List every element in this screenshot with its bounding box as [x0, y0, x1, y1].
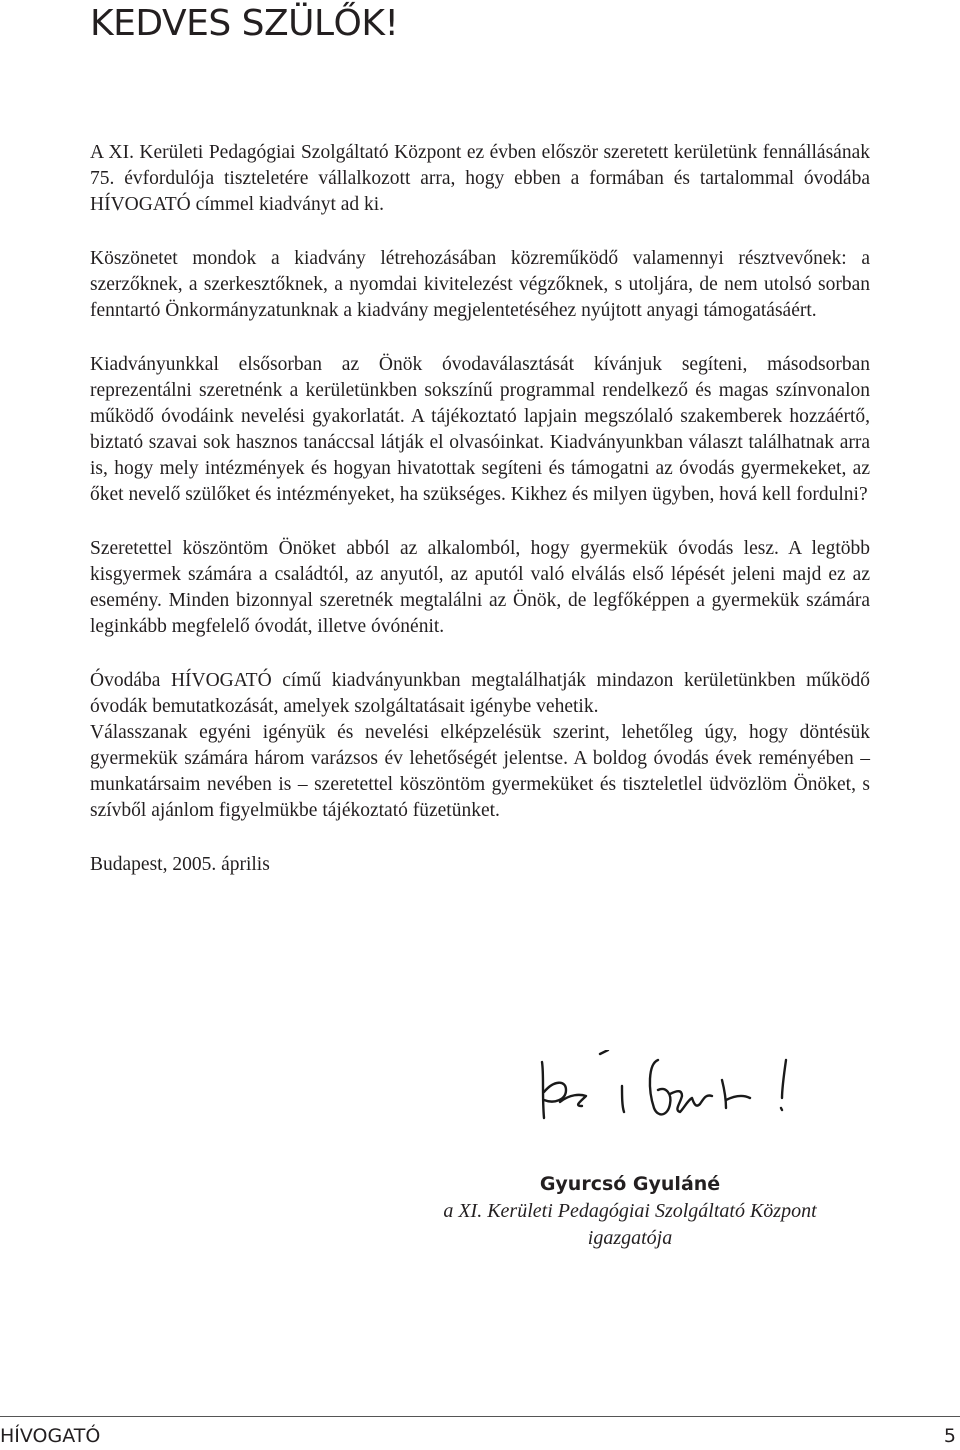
signer-block — [430, 1170, 830, 1252]
paragraph-purpose: Kiadványunkkal elsősorban az Önök óvodaválasztását kívánjuk segíteni, másodsorban reprezentálni szeretnénk a kerületünkben sokszínű programmal rendelkező és magas színvonalon működő óvodáink nevelési gyakorlatát. A tájékoztató lapjain megszólaló szakemberek hozzáértő, biztató szavai sok hasznos tanáccsal látják el olvasóinkat. Kiadványunkban választ találhatnak arra is, hogy mely intézmények és hogyan hivatottak segíteni és támogatni az óvodás gyermekeket, az őket nevelő szülőket és intézményeket, ha szükséges. Kikhez és milyen ügyben, hová kell fordulni? — [90, 354, 870, 505]
letter-body — [90, 140, 870, 906]
footer-divider — [0, 1416, 960, 1417]
paragraph-welcome: Szeretettel köszöntöm Önöket abból az alkalomból, hogy gyermekük óvodás lesz. A legtöbb kisgyermek számára a családtól, az anyutól, az aputól való elválás első lépését jeleni majd ez az esemény. Minden bizonnyal szeretnék megtalálni az Önök, de legfőképpen a gyermekük számára leginkább megfelelő óvodát, illetve óvónénit. — [90, 538, 870, 637]
page-title: KEDVES SZÜLŐK! — [90, 3, 399, 44]
place-date: Budapest, 2005. április — [90, 854, 270, 875]
footer-publication-name: HÍVOGATÓ — [0, 1425, 101, 1447]
paragraph-thanks: Köszönetet mondok a kiadvány létrehozásában közreműködő valamennyi résztvevőnek: a szerzőknek, a szerkesztőknek, a nyomdai kivitelezést végzőknek, s utoljára, de nem utolsó sorban fenntartó Önkormányzatunknak a kiadvány megjelentetéséhez nyújtott anyagi támogatásáért. — [90, 248, 870, 321]
paragraph-kindergartens: Óvodába HÍVOGATÓ című kiadványunkban megtalálhatják mindazon kerületünkben működő óvodák bemutatkozását, amelyek szolgáltatásait igénybe vehetik. — [90, 670, 870, 717]
paragraph-intro: A XI. Kerületi Pedagógiai Szolgáltató Központ ez évben először szeretett kerületünk fennállásának 75. évfordulója tiszteletére vállalkozott arra, hogy ebben a formában és tartalommal óvodába HÍVOGATÓ címmel kiadványt ad ki. — [90, 142, 870, 215]
signer-name: Gyurcsó Gyuláné — [539, 1173, 721, 1195]
paragraph-choice: Válasszanak egyéni igényük és nevelési elképzelésük szerint, lehetőleg úgy, hogy döntésük gyermekük számára három varázsos év lehetőségét jelentse. A boldog óvodás évek reményében – munkatársaim nevében is – szeretettel köszöntöm gyermeküket és tiszteletlel üdvözlöm Önöket, s szívből ajánlom figyelmükbe tájékoztató füzetünket. — [90, 722, 870, 821]
signer-organization: a XI. Kerületi Pedagógiai Szolgáltató Központ — [443, 1200, 817, 1222]
handwritten-signature — [530, 1050, 810, 1125]
page-number: 5 — [943, 1425, 956, 1447]
signer-title: igazgatója — [587, 1227, 673, 1249]
